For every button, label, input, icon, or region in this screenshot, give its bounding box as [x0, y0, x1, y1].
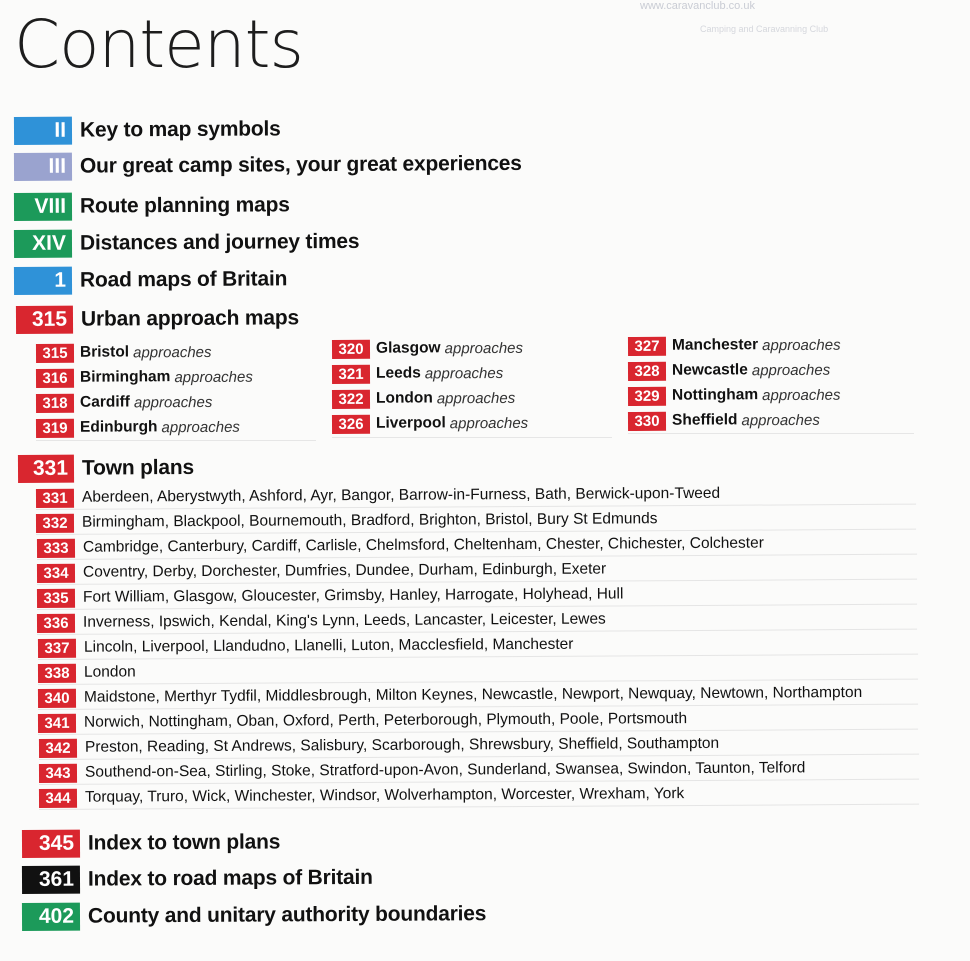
approach-city: Leeds: [375, 364, 421, 382]
page-number-badge: VIII: [14, 193, 72, 221]
approach-city: Sheffield: [671, 411, 738, 429]
page-number-badge: 318: [36, 393, 74, 412]
town-list-text: Torquay, Truro, Wick, Winchester, Windsor, Wolverhampton, Worcester, Wrexham, York: [84, 785, 685, 806]
page-number-badge: 343: [39, 763, 77, 782]
town-plan-row[interactable]: [38, 707, 918, 735]
entry-label: Index to road maps of Britain: [87, 865, 373, 891]
town-list-text: Southend-on-Sea, Stirling, Stoke, Stratford-upon-Avon, Sunderland, Swansea, Swindon, Taunton, Telford: [84, 759, 806, 781]
page-number-badge: 329: [628, 386, 666, 405]
town-list-text: Fort William, Glasgow, Gloucester, Grimsby, Hanley, Harrogate, Holyhead, Hull: [82, 585, 624, 606]
town-plan-row[interactable]: [36, 507, 916, 535]
approach-suffix: approaches: [751, 361, 831, 379]
approach-suffix: approaches: [444, 339, 524, 357]
town-plan-row[interactable]: [37, 557, 917, 585]
approach-city: Cardiff: [79, 393, 131, 411]
approach-city: Edinburgh: [79, 418, 158, 436]
page-number-badge: 319: [36, 418, 74, 437]
page-title: Contents: [14, 6, 303, 83]
entry-label: Our great camp sites, your great experiences: [79, 151, 522, 178]
approach-entry[interactable]: [628, 409, 820, 432]
approach-suffix: approaches: [161, 418, 240, 436]
entry-label: Route planning maps: [79, 193, 290, 218]
page-number-badge: 336: [37, 613, 75, 632]
page-number-badge: 316: [36, 368, 74, 387]
approach-entry[interactable]: [332, 337, 523, 360]
approach-city: Newcastle: [671, 361, 748, 379]
town-plan-row[interactable]: [39, 732, 919, 760]
entry-label: Road maps of Britain: [79, 267, 288, 292]
page-number-badge: 1: [14, 267, 72, 295]
town-plan-row[interactable]: [38, 632, 918, 660]
approach-entry[interactable]: [36, 391, 212, 414]
page-number-badge: 331: [18, 455, 74, 483]
approach-suffix: approaches: [762, 336, 841, 354]
approach-entry[interactable]: [332, 412, 528, 435]
page-number-badge: 341: [38, 713, 76, 732]
town-plan-row[interactable]: [37, 582, 917, 610]
town-list-text: Cambridge, Canterbury, Cardiff, Carlisle, Chelmsford, Cheltenham, Chester, Chichester, Colchester: [82, 534, 764, 556]
town-list-text: Birmingham, Blackpool, Bournemouth, Bradford, Brighton, Bristol, Bury St Edmunds: [81, 510, 658, 531]
town-list-text: Norwich, Nottingham, Oban, Oxford, Perth, Peterborough, Plymouth, Poole, Portsmouth: [83, 710, 688, 731]
approach-suffix: approaches: [424, 364, 504, 382]
approach-entry[interactable]: [628, 359, 830, 382]
approach-suffix: approaches: [174, 368, 253, 386]
contents-entry[interactable]: [14, 227, 360, 259]
page-number-badge: 340: [38, 688, 76, 707]
approach-entry[interactable]: [36, 341, 212, 364]
page-number-badge: 330: [628, 411, 666, 430]
approach-entry[interactable]: [628, 384, 841, 407]
approach-city: Manchester: [671, 336, 759, 354]
page-number-badge: 333: [37, 538, 75, 557]
page-number-badge: 315: [16, 306, 73, 334]
page-number-badge: 321: [332, 364, 370, 383]
town-list-text: Coventry, Derby, Dorchester, Dumfries, Dundee, Durham, Edinburgh, Exeter: [82, 560, 607, 581]
page-number-badge: 337: [38, 638, 76, 657]
approach-entry[interactable]: [36, 416, 240, 439]
approach-entry[interactable]: [36, 366, 253, 389]
faint-header-text: www.caravanclub.co.uk: [640, 0, 755, 12]
page-number-badge: 322: [332, 389, 370, 408]
town-plan-row[interactable]: [37, 607, 917, 635]
page-number-badge: 342: [39, 738, 77, 757]
contents-entry[interactable]: [14, 190, 290, 222]
entry-label: Key to map symbols: [79, 117, 281, 142]
approach-city: Birmingham: [79, 368, 171, 386]
approach-suffix: approaches: [133, 343, 212, 361]
page-number-badge: 331: [36, 488, 74, 507]
approach-suffix: approaches: [436, 389, 516, 407]
page-number-badge: XIV: [14, 230, 72, 258]
page-number-badge: 361: [22, 866, 80, 894]
approach-divider-line: [332, 437, 612, 438]
page-number-badge: 320: [332, 339, 370, 358]
approach-city: London: [375, 389, 433, 407]
entry-label: Index to town plans: [87, 830, 281, 855]
approach-entry[interactable]: [332, 362, 503, 385]
entry-label: Distances and journey times: [79, 229, 360, 255]
page-number-badge: III: [14, 153, 72, 181]
page-number-badge: 338: [38, 663, 76, 682]
page-number-badge: 327: [628, 336, 666, 355]
contents-entry[interactable]: [18, 453, 194, 484]
town-list-text: Aberdeen, Aberystwyth, Ashford, Ayr, Bangor, Barrow-in-Furness, Bath, Berwick-upon-Tweed: [81, 484, 721, 506]
town-list-text: London: [83, 663, 136, 681]
approach-city: Liverpool: [375, 414, 446, 432]
page-number-badge: 402: [22, 903, 80, 931]
approach-city: Bristol: [79, 343, 130, 361]
page-number-badge: 345: [22, 830, 80, 858]
contents-entry[interactable]: [22, 827, 280, 859]
entry-label: County and unitary authority boundaries: [87, 902, 487, 928]
approach-entry[interactable]: [628, 334, 841, 357]
town-list-text: Preston, Reading, St Andrews, Salisbury, Scarborough, Shrewsbury, Sheffield, Southampton: [84, 734, 720, 756]
contents-entry[interactable]: [14, 114, 281, 146]
town-plan-row[interactable]: [38, 682, 918, 710]
page-number-badge: 328: [628, 361, 666, 380]
page-number-badge: 332: [36, 513, 74, 532]
page-number-badge: 326: [332, 414, 370, 433]
approach-divider-line: [628, 433, 914, 434]
contents-entry[interactable]: [14, 149, 522, 182]
contents-entry[interactable]: [14, 264, 287, 296]
page-number-badge: 334: [37, 563, 75, 582]
approach-suffix: approaches: [449, 414, 529, 432]
approach-entry[interactable]: [332, 387, 515, 410]
town-list-text: Inverness, Ipswich, Kendal, King's Lynn, Leeds, Lancaster, Leicester, Lewes: [82, 610, 606, 631]
faint-header-subtext: Camping and Caravanning Club: [700, 24, 829, 34]
approach-suffix: approaches: [133, 393, 213, 411]
approach-suffix: approaches: [741, 411, 820, 429]
entry-label: Urban approach maps: [80, 306, 299, 331]
approach-suffix: approaches: [762, 386, 841, 404]
page-number-badge: 315: [36, 343, 74, 362]
page-number-badge: 335: [37, 588, 75, 607]
town-plan-row[interactable]: [37, 532, 917, 560]
approach-divider-line: [36, 440, 316, 441]
contents-entry[interactable]: [16, 303, 299, 335]
page-number-badge: 344: [39, 788, 77, 807]
town-plan-row[interactable]: [38, 657, 918, 685]
town-list-text: Lincoln, Liverpool, Llandudno, Llanelli, Luton, Macclesfield, Manchester: [83, 635, 574, 656]
approach-city: Glasgow: [375, 339, 441, 357]
contents-entry[interactable]: [22, 863, 373, 895]
entry-label: Town plans: [81, 455, 195, 480]
page-number-badge: II: [14, 117, 72, 145]
town-plan-row[interactable]: [39, 757, 919, 785]
approach-city: Nottingham: [671, 386, 759, 404]
town-list-text: Maidstone, Merthyr Tydfil, Middlesbrough, Milton Keynes, Newcastle, Newport, Newquay, Newtown, Northampton: [83, 683, 863, 706]
town-plan-row[interactable]: [39, 782, 919, 810]
town-plan-row[interactable]: [36, 482, 916, 510]
contents-entry[interactable]: [22, 899, 486, 932]
